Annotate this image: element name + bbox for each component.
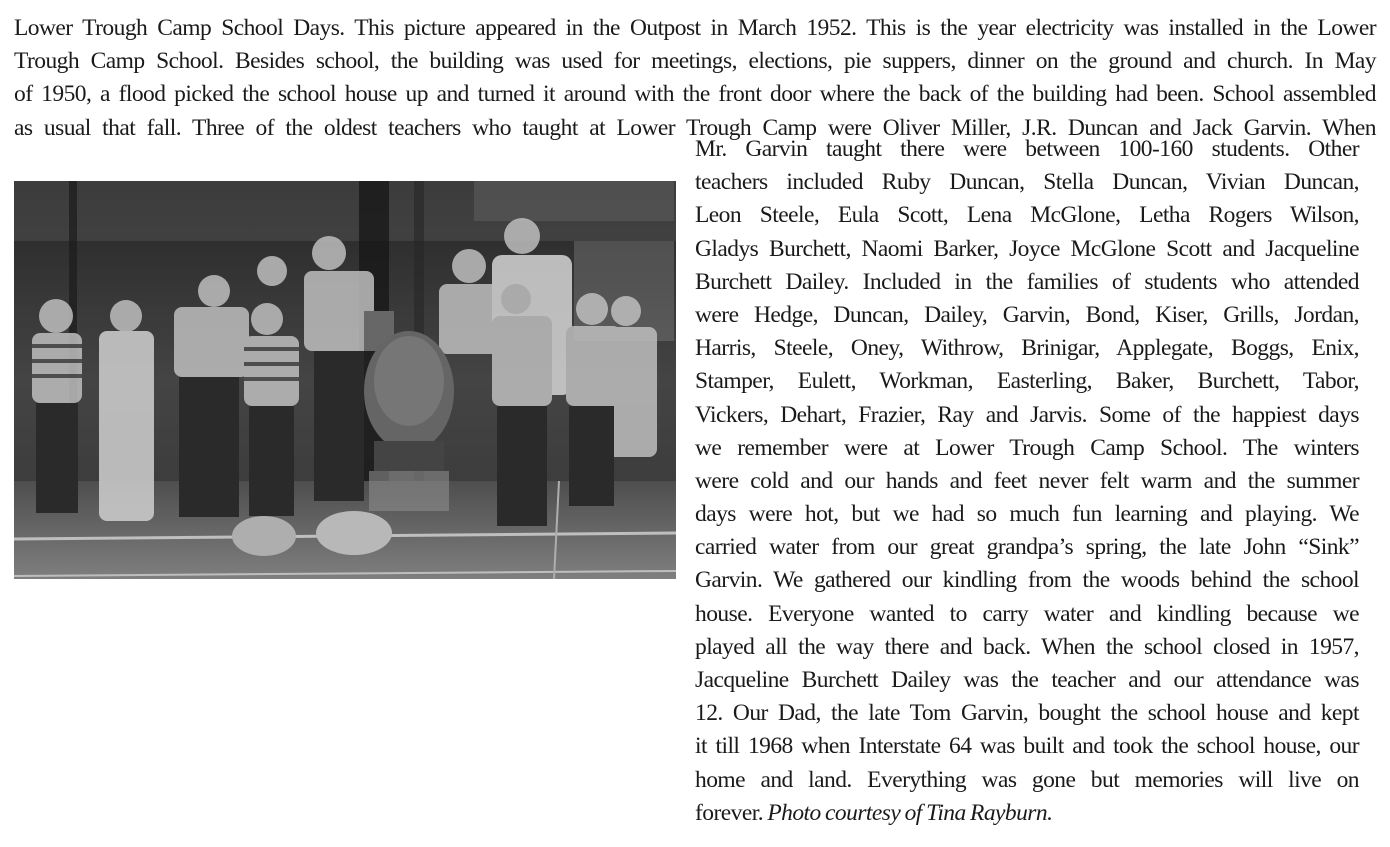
article-last-line <box>695 797 1359 830</box>
article-line: Trough Camp School. Besides school, the building was used for meetings, elections, pie suppers, dinner on the ground and church. In May <box>14 48 1376 75</box>
article-line: teachers included Ruby Duncan, Stella Duncan, Vivian Duncan, <box>695 169 1359 196</box>
article-line: Garvin. We gathered our kindling from the woods behind the school <box>695 567 1359 594</box>
article-line: Stamper, Eulett, Workman, Easterling, Baker, Burchett, Tabor, <box>695 368 1359 395</box>
article-line: we remember were at Lower Trough Camp School. The winters <box>695 434 1359 461</box>
article-line: played all the way there and back. When the school closed in 1957, <box>695 633 1359 660</box>
article-line: Lower Trough Camp School Days. This picture appeared in the Outpost in March 1952. This is the year electricity was installed in the Lower <box>14 15 1376 41</box>
article-line: house. Everyone wanted to carry water and kindling because we <box>695 600 1359 627</box>
photo-illustration <box>14 181 676 579</box>
article-line: carried water from our great grandpa’s spring, the late John “Sink” <box>695 534 1359 561</box>
article-line: Jacqueline Burchett Dailey was the teacher and our attendance was <box>695 667 1359 693</box>
school-class-photo <box>14 181 676 579</box>
article-line: days were hot, but we had so much fun learning and playing. We <box>695 501 1359 528</box>
article-line: Burchett Dailey. Included in the families of students who attended <box>695 268 1359 295</box>
article-text-right-column <box>695 133 1359 830</box>
article-line: Vickers, Dehart, Frazier, Ray and Jarvis. Some of the happiest days <box>695 401 1359 428</box>
article-line: forever. <box>695 799 768 826</box>
article-text-top <box>14 12 1376 145</box>
article-line: as usual that fall. Three of the oldest teachers who taught at Lower Trough Camp were Oliver Miller, J.R. Duncan and Jack Garvin. When <box>14 114 1376 141</box>
article-line: Gladys Burchett, Naomi Barker, Joyce McGlone Scott and Jacqueline <box>695 235 1359 262</box>
article-line: of 1950, a flood picked the school house up and turned it around with the front door where the back of the building had been. School assembled <box>14 81 1376 108</box>
article-line: it till 1968 when Interstate 64 was built and took the school house, our <box>695 733 1359 760</box>
article-line: Leon Steele, Eula Scott, Lena McGlone, Letha Rogers Wilson, <box>695 202 1359 229</box>
article-line: home and land. Everything was gone but memories will live on <box>695 766 1359 793</box>
article-line: Harris, Steele, Oney, Withrow, Brinigar, Applegate, Boggs, Enix, <box>695 335 1359 362</box>
article-line: were cold and our hands and feet never felt warm and the summer <box>695 467 1359 494</box>
article-line: Mr. Garvin taught there were between 100-160 students. Other <box>695 136 1359 162</box>
article-line: 12. Our Dad, the late Tom Garvin, bought the school house and kept <box>695 700 1359 727</box>
photo-credit: Photo courtesy of Tina Rayburn. <box>767 799 1053 826</box>
article-line: were Hedge, Duncan, Dailey, Garvin, Bond, Kiser, Grills, Jordan, <box>695 301 1359 328</box>
